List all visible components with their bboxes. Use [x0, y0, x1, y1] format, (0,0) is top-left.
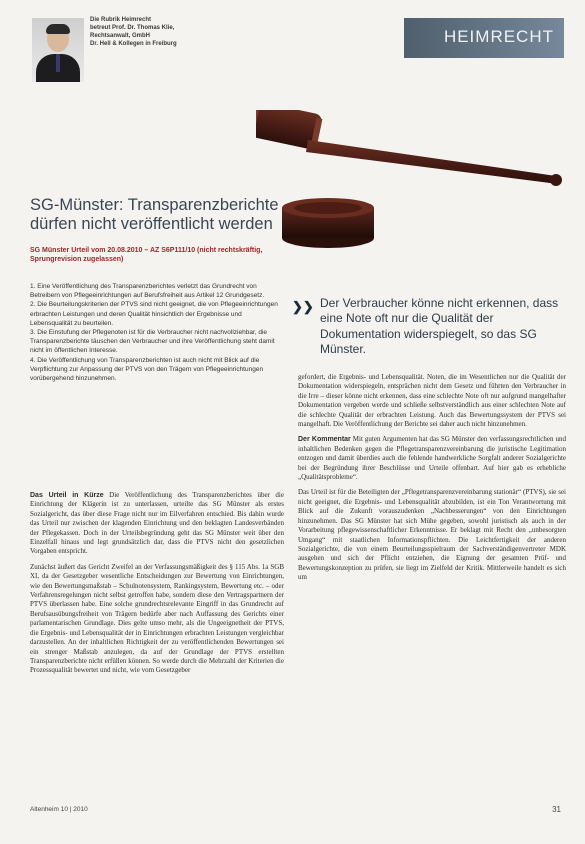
paragraph: [298, 373, 566, 429]
author-line: Die Rubrik Heimrecht: [90, 17, 152, 23]
page-number: 31: [552, 805, 561, 814]
paragraph-text: gefordert, die Ergebnis- und Lebensqualität. Noten, die im Wesentlichen nur die Qualität der Dokumentation widerspiegeln, entsprächen nicht dem Gesetz und führten den Verbraucher in die Irre – dieser könne nicht erkennen, dass eine schlechte Note oft nur aufgrund mangelhafter Dokumentation vergeben werde und schließe selbstverständlich aus einer schlechten Note auf die schlechte Qualität der erbrachten Leistung. Auch das Bewertungssystem der PTVS sei mangelhaft. Die Veröffentlichung der Berichte sei daher auch nicht hinzunehmen.: [298, 373, 566, 429]
author-box: [90, 16, 177, 48]
paragraph-lead: Das Urteil in Kürze: [30, 492, 104, 499]
paragraph: [30, 491, 284, 557]
article-subtitle: SG Münster Urteil vom 20.08.2010 – AZ S6P111/10 (nicht rechtskräftig, Sprungrevision zugelassen): [30, 247, 263, 263]
key-point: 3. Die Einstufung der Pflegenoten ist für die Verbraucher nicht nachvollziehbar, die Transparenzberichte täuschen den Verbraucher und ihre Veröffentlichung steht damit nicht im öffentlichen Interesse.: [30, 329, 275, 355]
paragraph-lead: Der Kommentar: [298, 436, 351, 444]
key-points: [30, 282, 280, 383]
text-column-left: [30, 491, 284, 682]
key-point: 1. Eine Veröffentlichung des Transparenzberichtes verletzt das Grundrecht von Betreibern von Pflegeeinrichtungen auf Berufsfreiheit aus Artikel 12 Grundgesetz.: [30, 283, 265, 300]
key-point: 4. Die Veröffentlichung von Transparenzberichten ist auch nicht mit Blick auf die Verpflichtung zur Anpassung der PTVS von den Trägern von Pflegeeinrichtungen vorübergehend hinzunehmen.: [30, 356, 264, 383]
paragraph-text: Die Veröffentlichung des Transparenzberichtes über die Einrichtung der Klägerin ist zu unterlassen, urteilte das SG Münster als erstes Sozialgericht, das über diese Frage nicht nur im Eilverfahren entschied. Bis dahin wurde das Urteil nur zwischen der klagenden Einrichtung und den beklagten Landesverbänden der Pflegekassen. Doch in der Urteilsbegründung geht das SG Münster weit über den Einzelfall hinaus und legt grundsätzlich dar, dass die PTVS nicht den gesetzlichen Vorgaben entspricht.: [30, 491, 284, 556]
rubric-banner: [404, 18, 564, 58]
journal-footer: Altenheim 10 | 2010: [30, 806, 88, 813]
gavel-image: [256, 110, 566, 270]
paragraph: [298, 488, 566, 582]
article-title: SG-Münster: Transparenzberichte dürfen nicht veröffentlicht werden: [30, 196, 279, 233]
author-line: Rechtsanwalt, GmbH: [90, 33, 151, 39]
paragraph-text: Zunächst äußert das Gericht Zweifel an der Verfassungsmäßigkeit des § 115 Abs. 1a SGB XI, da der Gesetzgeber wesentliche Entscheidungen zur Bewertung von Einrichtungen, wie den Bewertungsmaßstab – Schulnotensystem, Rankingsystem, Bewertung etc. – oder Verfahrensregelungen nicht selbst getroffen habe, sondern diese den Vertragspartnern der PTVS überlassen habe. Eine solche grundrechtsrelevante Eingriff in das Grundrecht auf Berufsausübungsfreiheit von Trägern bedürfe aber nach Auffassung des Gerichts einer parlamentarischen Grundlage. Dies gelte umso mehr, als die Ungeeignetheit der PTVS, die Ergebnis- und Lebensqualität der in Einrichtungen erbrachten Leistungen vergleichbar darzustellen. An der inhaltlichen Richtigkeit der zu veröffentlichenden Bewertungen sei ein strenger Maßstab anzulegen, da auf der Grundlage der PTVS erstellten Transparenzberichte nicht erfüllen können. So werde durch die Mehrzahl der Kriterien die Prozessqualität bewertet und nicht, wie vom Gesetzgeber: [30, 562, 284, 675]
text-column-right: [298, 373, 566, 589]
author-line: Dr. Hell & Kollegen in Freiburg: [90, 41, 177, 47]
rubric-label: HEIMRECHT: [443, 27, 554, 46]
paragraph-text: Mit guten Argumenten hat das SG Münster den verfassungsrechtlichen und inhaltlichen Bedenken gegen die Pflegetransparenzvereinbarung die juristische Legitimation entzogen und damit überdies auch die fehlende handwerkliche Sorgfalt anderer Sozialgerichte bei der Begründung ihrer Beschlüsse und Urteile offenbart. Auf hier gab es erhebliche „Qualitätsprobleme“.: [298, 435, 566, 482]
pull-quote: [292, 296, 568, 358]
author-line: betreut Prof. Dr. Thomas Klie,: [90, 25, 175, 31]
paragraph-text: Das Urteil ist für die Beteiligten der „Pflegetransparenzvereinbarung stationär“ (PTVS), sie sei nicht geeignet, die Ergebnis- und Lebensqualität abzubilden, ist ein Ton Verantwortung mit Blick auf die Zukunft vorauszudenken „Nachbesserungen“ von den Einrichtungen hinzunehmen. Das SG Münster hat sich Mühe gegeben, sowohl juristisch als auch in der Vorarbeitung pflegewissenschaftlicher Erkenntnisse. Er beklagt mit Recht den „unbesorgten Umgang“ mit staatlichen Informationspflichten. Die Leichtfertigkeit der anderen Sozialgerichte, die von einem Beurteilungsspielraum der Sachverständigenvertreter MDK ausgehen und sich der Pflicht entziehen, die Eignung der gesamten Prüf- und Bewertungskonzeption zu prüfen, sie liegt im Zielfeld der Kritik. Mittlerweile handelt es sich um: [298, 488, 566, 582]
quote-arrow-icon: ❯❯: [292, 299, 314, 314]
pull-quote-text: Der Verbraucher könne nicht erkennen, dass eine Note oft nur die Qualität der Dokumentation widerspiegelt, so das SG Münster.: [320, 296, 559, 357]
key-point: 2. Die Beurteilungskriterien der PTVS sind nicht geeignet, die von Pflegeeinrichtungen erbrachten Leistungen und deren Qualität hinsichtlich der Ergebnisse und Lebensqualität zu beurteilen.: [30, 301, 278, 327]
author-photo: [32, 18, 84, 82]
paragraph: [298, 435, 566, 482]
paragraph: [30, 563, 284, 676]
